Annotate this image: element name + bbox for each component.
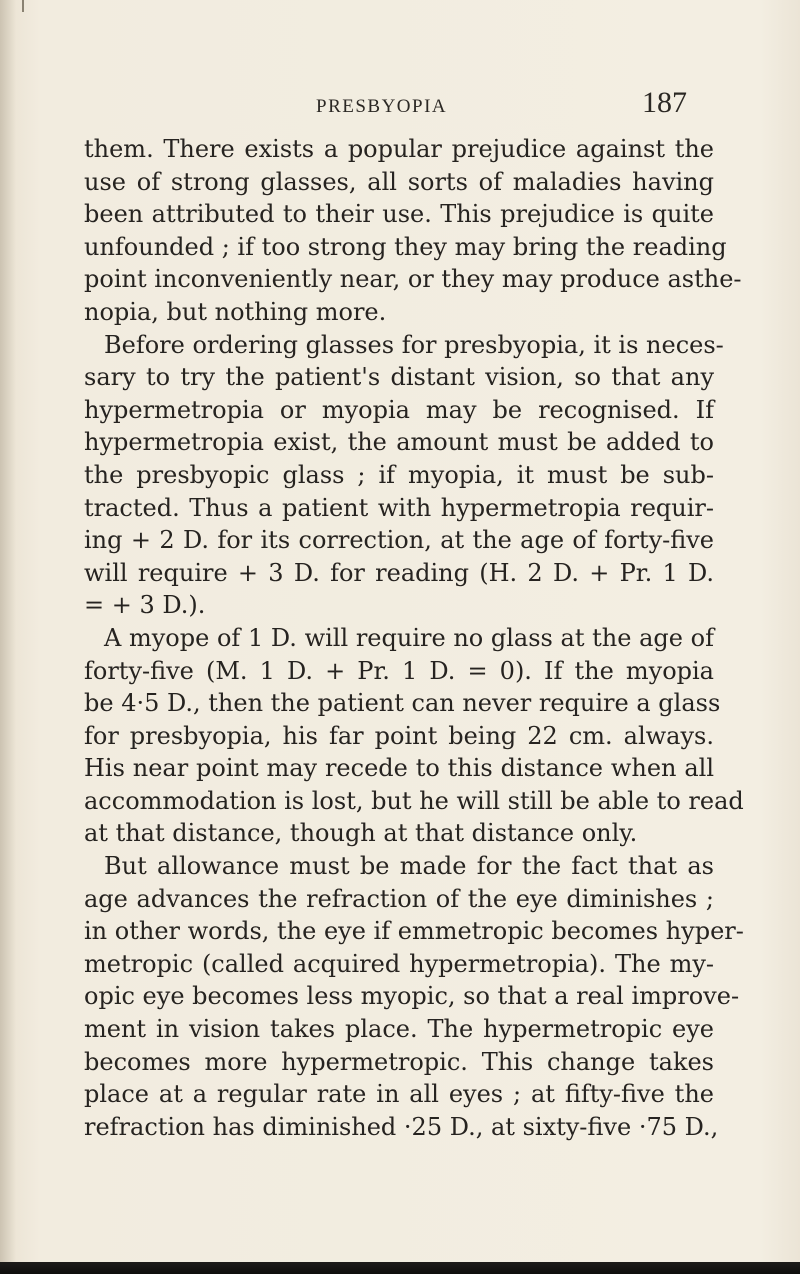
text-line: ing + 2 D. for its correction, at the age of forty-five <box>84 526 714 555</box>
text-line: forty-five (M. 1 D. + Pr. 1 D. = 0). If the myopia <box>84 656 714 685</box>
text-line: the presbyopic glass ; if myopia, it must be sub- <box>84 460 714 489</box>
page-mark <box>22 0 24 12</box>
body-text <box>84 133 744 1143</box>
running-head: PRESBYOPIA <box>316 96 448 117</box>
text-line: But allowance must be made for the fact that as <box>104 852 714 881</box>
spine-shadow <box>0 0 16 1274</box>
text-line: for presbyopia, his far point being 22 cm. always. <box>84 721 714 750</box>
text-line: them. There exists a popular prejudice against the <box>84 135 714 163</box>
page-header <box>0 86 800 126</box>
text-line: will require + 3 D. for reading (H. 2 D. + Pr. 1 D. <box>84 558 714 587</box>
text-line: metropic (called acquired hypermetropia). The my- <box>84 949 714 978</box>
text-line: ment in vision takes place. The hypermetropic eye <box>84 1015 714 1044</box>
text-line: becomes more hypermetropic. This change takes <box>84 1047 714 1076</box>
page-number: 187 <box>642 86 687 119</box>
text-line: accommodation is lost, but he will still be able to read <box>84 786 744 815</box>
text-line: be 4·5 D., then the patient can never require a glass <box>84 689 721 718</box>
text-line: nopia, but nothing more. <box>84 297 387 326</box>
text-line: in other words, the eye if emmetropic becomes hyper- <box>84 917 744 946</box>
text-line: His near point may recede to this distance when all <box>84 754 714 783</box>
text-line: opic eye becomes less myopic, so that a real improve- <box>84 982 740 1011</box>
text-line: unfounded ; if too strong they may bring the reading <box>84 232 727 261</box>
text-line: tracted. Thus a patient with hypermetropia requir- <box>84 493 714 522</box>
text-line: point inconveniently near, or they may produce asthe- <box>84 265 742 294</box>
text-line: been attributed to their use. This prejudice is quite <box>84 200 714 229</box>
text-line: refraction has diminished ·25 D., at sixty-five ·75 D., <box>84 1112 719 1141</box>
text-line: age advances the refraction of the eye diminishes ; <box>84 884 714 913</box>
text-line: hypermetropia exist, the amount must be added to <box>84 428 714 457</box>
scan-edge-bar <box>0 1262 800 1274</box>
text-line: Before ordering glasses for presbyopia, it is neces- <box>104 330 724 359</box>
text-line: use of strong glasses, all sorts of maladies having <box>84 167 714 196</box>
text-line: place at a regular rate in all eyes ; at fifty-five the <box>84 1080 714 1109</box>
text-line: hypermetropia or myopia may be recognised. If <box>84 395 714 424</box>
text-line: sary to try the patient's distant vision, so that any <box>84 363 714 392</box>
text-line: = + 3 D.). <box>84 591 206 620</box>
text-line: A myope of 1 D. will require no glass at the age of <box>104 623 714 652</box>
text-line: at that distance, though at that distance only. <box>84 819 638 848</box>
